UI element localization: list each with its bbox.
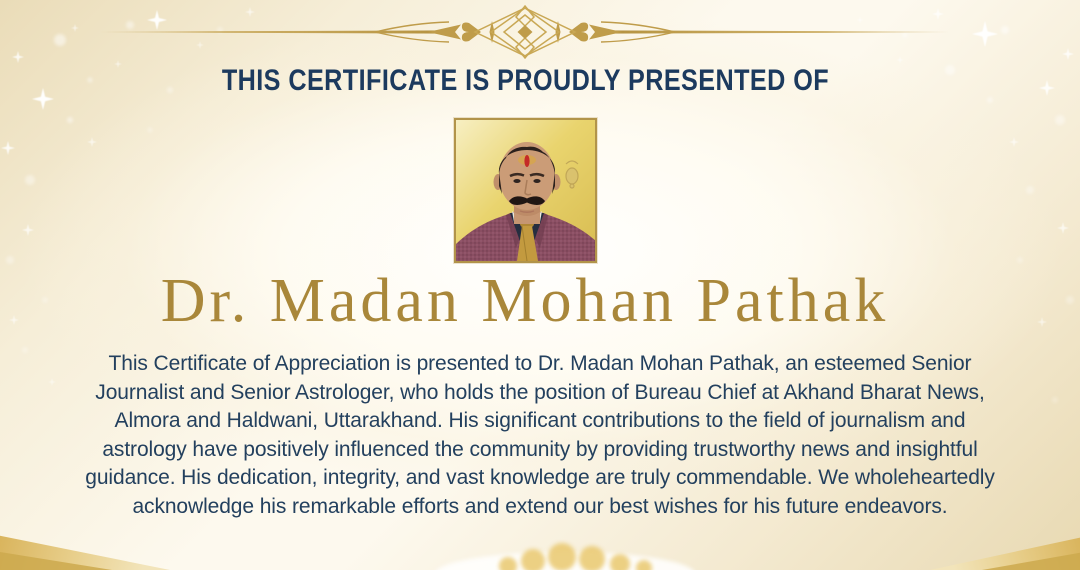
gold-divider-ornament	[100, 4, 950, 60]
body-line: astrology have positively influenced the community by providing trustworthy news and insightful	[102, 437, 978, 461]
recipient-name: Dr. Madan Mohan Pathak	[160, 267, 890, 335]
body-line: Almora and Haldwani, Uttarakhand. His significant contributions to the field of journalism and	[114, 409, 966, 432]
certificate-body	[0, 350, 1080, 521]
body-line: acknowledge his remarkable efforts and extend our best wishes for his future endeavors.	[132, 494, 948, 518]
body-line: Journalist and Senior Astrologer, who holds the position of Bureau Chief at Akhand Bharat News,	[95, 380, 985, 404]
certificate-title-text: THIS CERTIFICATE IS PROUDLY PRESENTED OF	[221, 64, 829, 97]
gold-petal-tops	[499, 543, 652, 570]
recipient-photo	[456, 120, 595, 261]
body-line: This Certificate of Appreciation is presented to Dr. Madan Mohan Pathak, an esteemed Senior	[108, 352, 972, 375]
bottom-center-ornament	[0, 530, 1080, 570]
red-tilak	[524, 155, 529, 167]
certificate-title	[0, 64, 1050, 98]
body-line: guidance. His dedication, integrity, and vast knowledge are truly commendable. We wholeheartedly	[85, 466, 995, 489]
recipient-photo-frame	[454, 118, 597, 263]
